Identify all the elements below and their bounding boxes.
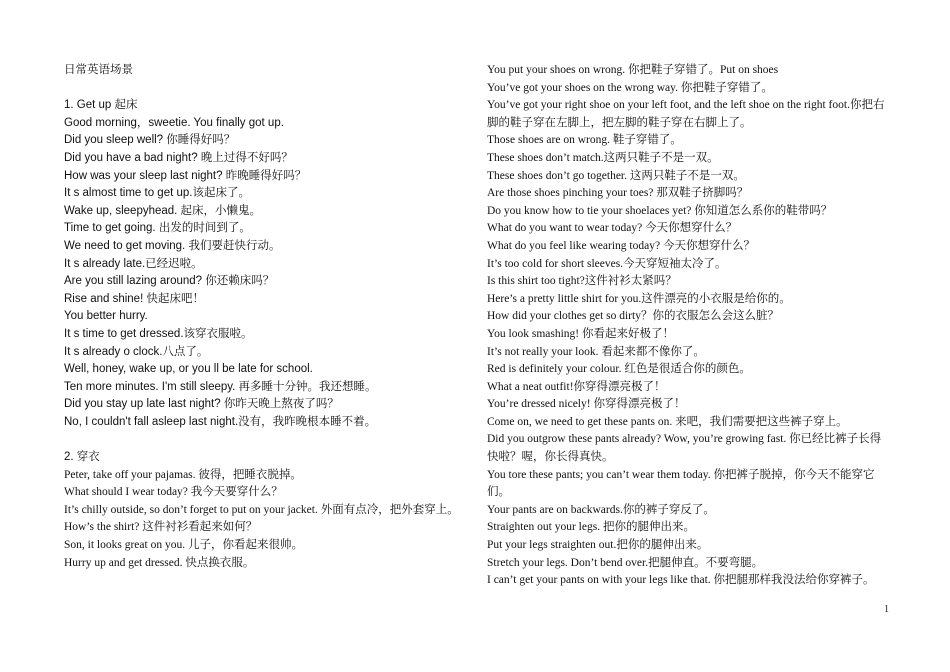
text-line: Red is definitely your colour. 红色是很适合你的颜色。 <box>487 363 751 376</box>
text-line: You better hurry. <box>64 310 148 323</box>
text-line: Those shoes are on wrong. 鞋子穿错了。 <box>487 134 682 147</box>
text-line: Do you know how to tie your shoelaces yet? 你知道怎么系你的鞋带吗？ <box>487 204 833 217</box>
text-line: Did you have a bad night? 晚上过得不好吗？ <box>64 151 293 164</box>
text-line: Put your legs straighten out.把你的腿伸出来。 <box>487 539 709 552</box>
text-line: Straighten out your legs. 把你的腿伸出来。 <box>487 521 695 534</box>
text-line: You’ve got your shoes on the wrong way. 你把鞋子穿错了。 <box>487 81 773 94</box>
document-title: 日常英语场景 <box>64 64 133 76</box>
text-line: Come on, we need to get these pants on. 来吧，我们需要把这些裤子穿上。 <box>487 415 848 428</box>
text-line: Stretch your legs. Don’t bend over.把腿伸直。不要弯腿。 <box>487 556 764 569</box>
text-line: Did you outgrow these pants already? Wow, you’re growing fast. 你已经比裤子长得快啦？喔，你长得真快。 <box>487 433 882 464</box>
spacer <box>64 80 464 98</box>
text-line: Is this shirt too tight?这件衬衫太紧吗？ <box>487 275 677 288</box>
text-line: How did your clothes get so dirty？你的衣服怎么会这么脏？ <box>487 310 779 323</box>
text-line: What do you want to wear today? 今天你想穿什么？ <box>487 222 738 235</box>
text-line: Are those shoes pinching your toes? 那双鞋子挤脚吗？ <box>487 187 749 200</box>
text-line: It s time to get dressed.该穿衣服啦。 <box>64 327 253 340</box>
text-line: Peter, take off your pajamas. 彼得，把睡衣脱掉。 <box>64 468 302 481</box>
text-line: These shoes don’t match.这两只鞋子不是一双。 <box>487 151 719 164</box>
text-line: How’s the shirt? 这件衬衫看起来如何？ <box>64 521 258 534</box>
text-line: You look smashing! 你看起来好极了！ <box>487 327 674 340</box>
text-line: You put your shoes on wrong. 你把鞋子穿错了。Put on shoes <box>487 64 779 76</box>
text-line: It’s chilly outside, so don’t forget to put on your jacket. 外面有点冷，把外套穿上。 <box>64 503 459 516</box>
page-number: 1 <box>884 604 889 615</box>
text-line: You tore these pants; you can’t wear them today. 你把裤子脱掉，你今天不能穿它们。 <box>487 468 875 499</box>
text-line: No, I couldn't fall asleep last night.没有，我昨晚根本睡不着。 <box>64 415 377 428</box>
text-line: Son, it looks great on you. 儿子，你看起来很帅。 <box>64 539 303 552</box>
text-line: Time to get going. 出发的时间到了。 <box>64 222 251 235</box>
text-line: What do you feel like wearing today? 今天你想穿什么？ <box>487 239 755 252</box>
text-line: Rise and shine! 快起床吧！ <box>64 292 204 305</box>
text-line: It s almost time to get up.该起床了。 <box>64 187 250 200</box>
section-heading-dressing: 2. 穿衣 <box>64 451 100 464</box>
left-column <box>64 62 464 572</box>
text-line: Here’s a pretty little shirt for you.这件漂亮的小衣服是给你的。 <box>487 292 791 305</box>
text-line: It s already o clock.八点了。 <box>64 345 209 358</box>
text-line: We need to get moving. 我们要赶快行动。 <box>64 239 281 252</box>
text-line: Are you still lazing around? 你还赖床吗？ <box>64 275 275 288</box>
text-line: Wake up, sleepyhead. 起床，小懒鬼。 <box>64 204 262 217</box>
text-line: Hurry up and get dressed. 快点换衣服。 <box>64 556 255 569</box>
text-line: How was your sleep last night? 昨晚睡得好吗？ <box>64 169 307 182</box>
text-line: It s already late.已经迟啦。 <box>64 257 203 270</box>
text-line: I can’t get your pants on with your legs like that. 你把腿那样我没法给你穿裤子。 <box>487 574 875 587</box>
text-line: Ten more minutes. I'm still sleepy. 再多睡十分钟。我还想睡。 <box>64 380 377 393</box>
text-line: Well, honey, wake up, or you ll be late for school. <box>64 363 313 376</box>
text-line: Good morning，sweetie. You finally got up. <box>64 116 284 129</box>
text-line: Did you stay up late last night? 你昨天晚上熬夜了吗？ <box>64 398 339 411</box>
text-line: These shoes don’t go together. 这两只鞋子不是一双。 <box>487 169 745 182</box>
section-dressing-lines <box>64 467 464 573</box>
text-line: What should I wear today? 我今天要穿什么？ <box>64 486 283 499</box>
text-line: Your pants are on backwards.你的裤子穿反了。 <box>487 503 715 516</box>
right-column <box>487 62 891 590</box>
section-get-up-lines <box>64 115 464 432</box>
text-line: It’s not really your look. 看起来都不像你了。 <box>487 345 705 358</box>
text-line: Did you sleep well? 你睡得好吗？ <box>64 134 236 147</box>
section-heading-get-up: 1. Get up 起床 <box>64 99 138 112</box>
text-line: What a neat outfit!你穿得漂亮极了！ <box>487 380 666 393</box>
text-line: You’re dressed nicely! 你穿得漂亮极了！ <box>487 398 686 411</box>
text-line: It’s too cold for short sleeves.今天穿短袖太冷了。 <box>487 257 727 270</box>
spacer <box>64 431 464 449</box>
text-line: You’ve got your right shoe on your left foot, and the left shoe on the right foot.你把右脚的鞋子穿在左脚上，把左脚的鞋子穿在右脚上了。 <box>487 99 885 129</box>
